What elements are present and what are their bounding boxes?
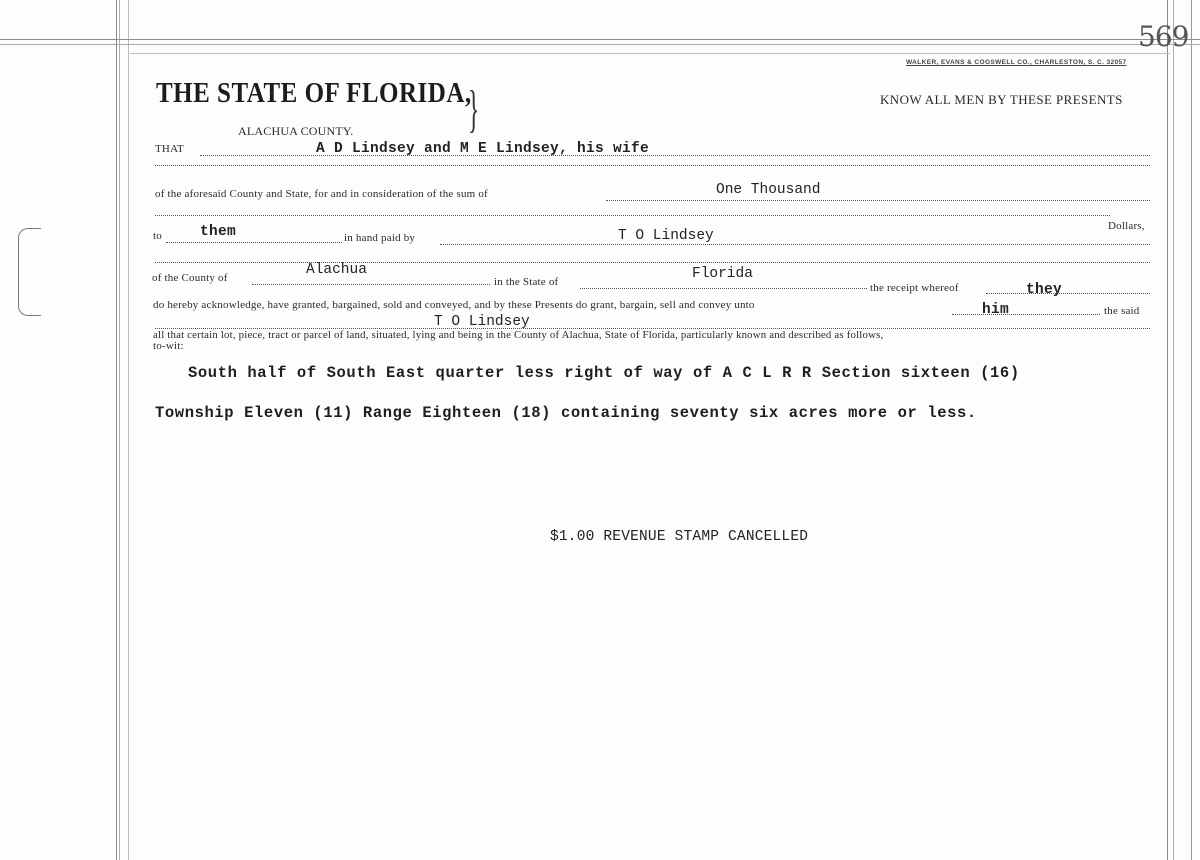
left-margin-line-inner [119,0,120,860]
paid-by-value: T O Lindsey [618,228,714,244]
that-label: THAT [155,143,184,155]
unto-value: him [982,302,1010,318]
know-all-heading: KNOW ALL MEN BY THESE PRESENTS [880,92,1123,107]
legal-description-line-2: Township Eleven (11) Range Eighteen (18) containing seventy six acres more or less. [155,404,977,422]
binder-clip [18,228,41,316]
brace-mark: } [468,81,480,138]
page-number: 569 [1138,20,1189,53]
state-of-value: Florida [692,266,753,282]
top-rule-3 [130,53,1170,54]
county-of-value: Alachua [306,262,367,278]
to-fill-line [166,242,342,243]
top-rule-2 [0,44,1200,45]
top-rule [0,39,1200,40]
right-margin-line-2 [1173,0,1174,860]
left-margin-line-2 [128,0,129,860]
paid-by-fill-line [440,244,1150,245]
right-margin-line [1167,0,1168,860]
to-wit-label: to-wit: [153,340,184,352]
revenue-stamp-note: $1.00 REVENUE STAMP CANCELLED [550,529,809,545]
receipt-label: the receipt whereof [870,282,959,294]
parcel-text: all that certain lot, piece, tract or parcel of land, situated, lying and being in the County of Alachua, State of Florida, particularly known and described as follows, [153,329,884,341]
the-said-label: the said [1104,305,1140,317]
legal-description-line-1: South half of South East quarter less right of way of A C L R R Section sixteen (16) [188,364,1020,382]
state-title: THE STATE OF FLORIDA, [156,78,472,110]
right-margin-line-3 [1191,0,1192,860]
receipt-fill-line [986,293,1150,294]
sum-fill-line [606,200,1150,201]
consideration-text: of the aforesaid County and State, for and in consideration of the sum of [155,188,488,200]
blank-line-2 [155,215,1110,216]
unto-fill-line [952,314,1100,315]
county-of-label: of the County of [152,272,228,284]
state-of-label: in the State of [494,276,559,288]
dollars-label: Dollars, [1108,220,1145,232]
blank-line-3 [155,262,1150,263]
to-value: them [200,224,237,240]
left-margin-line [116,0,117,860]
sum-value: One Thousand [716,182,821,198]
county-of-fill-line [252,284,490,285]
grantors-value: A D Lindsey and M E Lindsey, his wife [316,141,650,157]
state-of-fill-line [580,288,867,289]
printer-credit: WALKER, EVANS & COGSWELL CO., CHARLESTON, S. C. 32057 [906,59,1127,66]
receipt-value: they [1026,282,1063,298]
acknowledge-text: do hereby acknowledge, have granted, bargained, sold and conveyed, and by these Presents do grant, bargain, sell and convey unto [153,299,755,311]
hand-paid-label: in hand paid by [344,232,416,244]
grantee-value: T O Lindsey [434,314,530,330]
to-label: to [153,230,162,242]
county-heading: ALACHUA COUNTY. [238,124,354,138]
blank-line-1 [155,165,1150,166]
